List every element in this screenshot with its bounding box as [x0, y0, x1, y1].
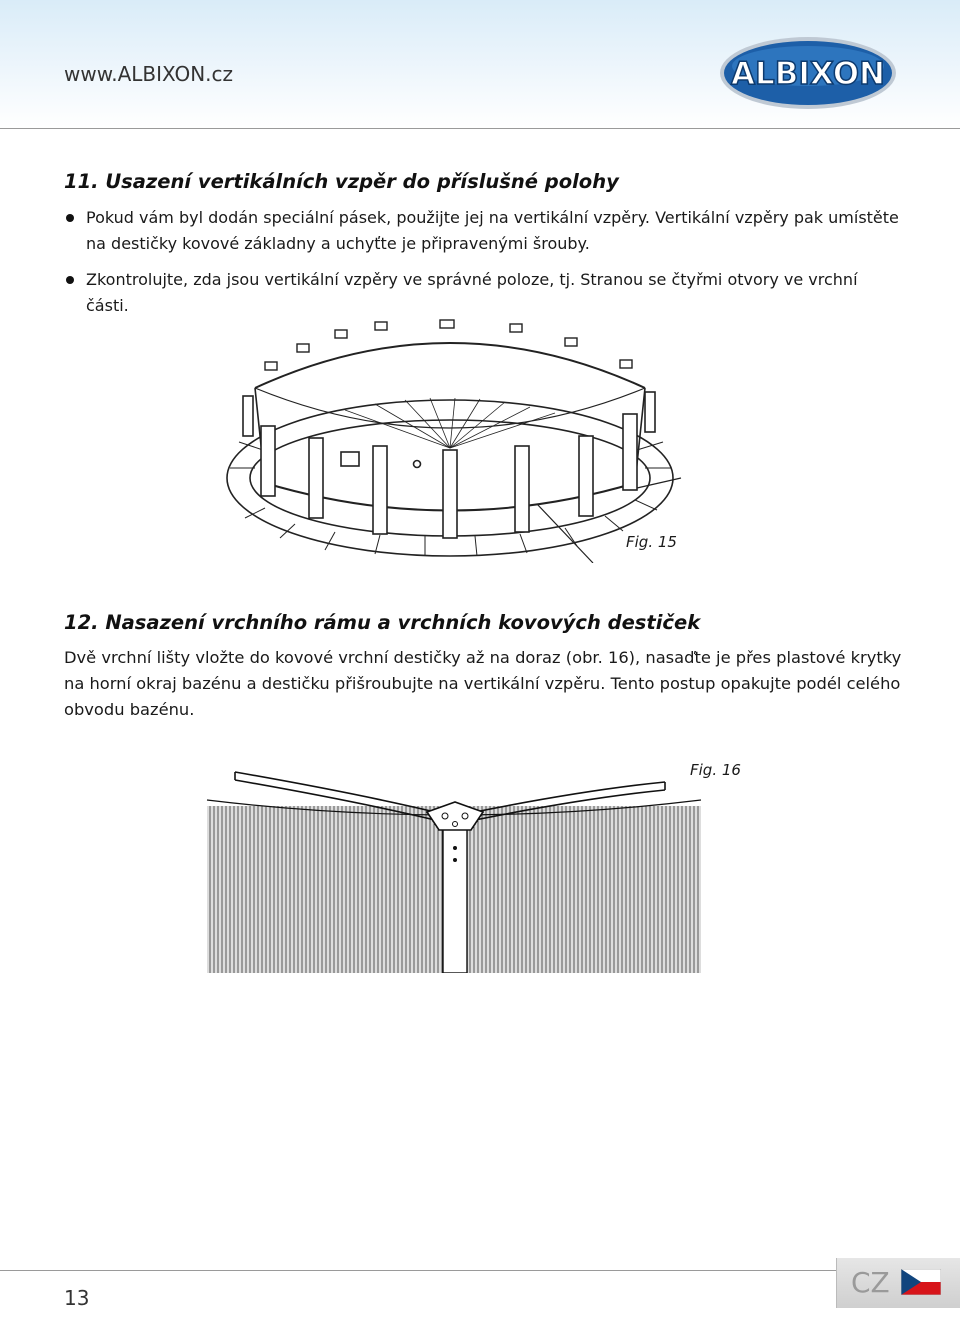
- bullet-text: Pokud vám byl dodán speciální pásek, použijte jej na vertikální vzpěry. Vertikální vzpěry pak umístěte na destičky kovové základny a uchyťte je připravenými šrouby.: [86, 208, 899, 253]
- bullet-item: [64, 267, 904, 319]
- bullet-item: [64, 205, 904, 257]
- site-url[interactable]: www.ALBIXON.cz: [64, 62, 234, 86]
- page-number: 13: [64, 1286, 90, 1310]
- figure-15-pool-illustration: [225, 318, 695, 563]
- bullet-dot-icon: [66, 214, 74, 222]
- section-12-title: 12. Nasazení vrchního rámu a vrchních kovových destiček: [64, 611, 701, 634]
- language-code: CZ: [851, 1266, 890, 1299]
- section-11-bullets: [64, 205, 904, 329]
- logo-text: ALBIXON: [730, 56, 886, 92]
- figure-15-caption: Fig. 15: [626, 533, 677, 551]
- section-12-paragraph: Dvě vrchní lišty vložte do kovové vrchní destičky až na doraz (obr. 16), nasaďte je přes plastové krytky na horní okraj bazénu a destičku přišroubujte na vertikální vzpěru. Tento postup opakujte podél celého obvodu bazénu.: [64, 648, 902, 719]
- language-tab[interactable]: [836, 1258, 960, 1308]
- bullet-dot-icon: [66, 276, 74, 284]
- section-11-title: 11. Usazení vertikálních vzpěr do příslušné polohy: [64, 170, 619, 193]
- figure-16-top-rail-illustration: [205, 768, 705, 973]
- czech-flag-icon: [901, 1269, 941, 1295]
- bullet-text: Zkontrolujte, zda jsou vertikální vzpěry ve správné poloze, tj. Stranou se čtyřmi otvory ve vrchní části.: [86, 270, 858, 315]
- albixon-logo: [718, 34, 898, 112]
- footer-divider: [0, 1270, 960, 1271]
- figure-16-caption: Fig. 16: [690, 761, 741, 779]
